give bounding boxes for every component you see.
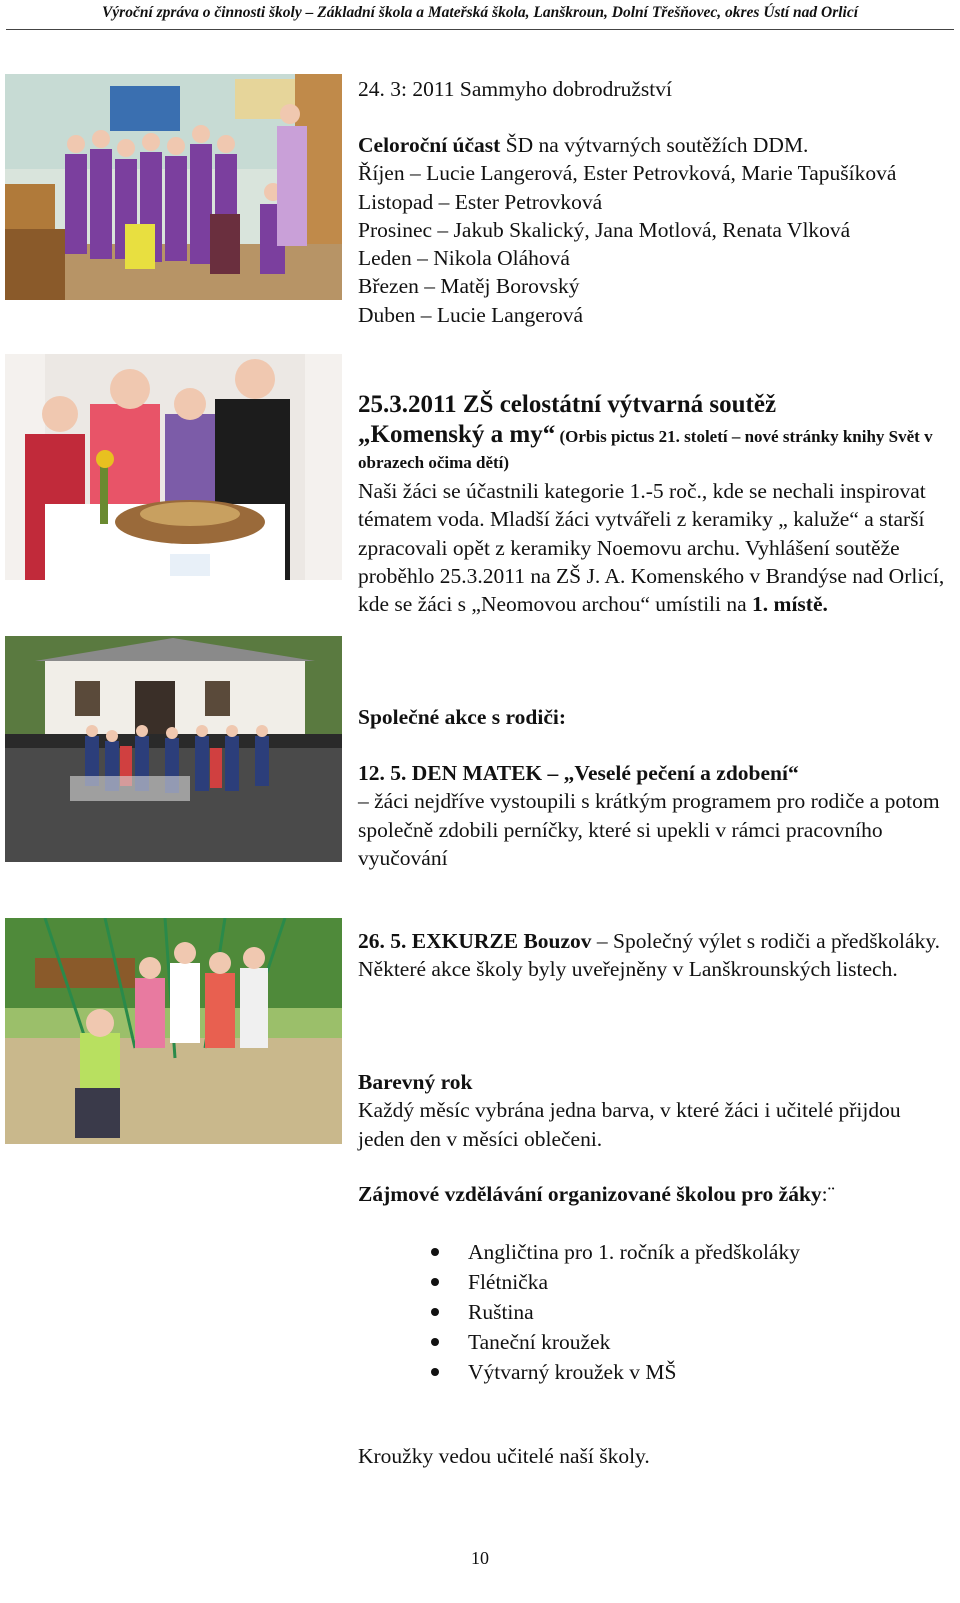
ddm-line: Prosinec – Jakub Skalický, Jana Motlová, Renata Vlková — [358, 217, 851, 242]
sammy-text: 24. 3: 2011 Sammyho dobrodružství — [358, 77, 672, 101]
bullet-icon — [431, 1248, 439, 1256]
komensky-section — [358, 390, 948, 618]
clubs-list-wrap — [358, 1237, 948, 1387]
ddm-section — [358, 131, 948, 329]
list-item-label: Angličtina pro 1. ročník a předškoláky — [468, 1240, 800, 1264]
excursion-section — [358, 927, 948, 984]
header-divider — [6, 29, 954, 30]
bullet-icon — [431, 1368, 439, 1376]
komensky-orbis-note: (Orbis pictus 21. století – nové stránky knihy Svět v obrazech očima dětí) — [358, 427, 933, 472]
interests-heading — [358, 1180, 948, 1208]
bullet-icon — [431, 1338, 439, 1346]
document-header: Výroční zpráva o činnosti školy – Základní škola a Mateřská škola, Lanškroun, Dolní Třešňovec, okres Ústí nad Orlicí — [101, 4, 859, 21]
list-item-label: Taneční kroužek — [468, 1330, 611, 1354]
list-item-label: Výtvarný kroužek v MŠ — [468, 1360, 677, 1384]
ceramic-ark-photo — [5, 354, 342, 580]
interests-heading-text: Zájmové vzdělávání organizované školou pro žáky — [358, 1182, 822, 1206]
komensky-title: 25.3.2011 ZŠ celostátní výtvarná soutěž — [358, 391, 777, 418]
ddm-line: Duben – Lucie Langerová — [358, 302, 584, 327]
parents-heading-text: Společné akce s rodiči: — [358, 705, 567, 729]
interests-heading-suffix: :¨ — [821, 1182, 835, 1206]
list-item — [358, 1357, 948, 1387]
komensky-subtitle: „Komenský a my“ — [358, 421, 556, 448]
ddm-intro-rest: ŠD na výtvarných soutěžích DDM. — [500, 133, 809, 157]
page-number: 10 — [471, 1548, 489, 1568]
ddm-line: Listopad – Ester Petrovková — [358, 189, 603, 214]
ddm-line: Březen – Matěj Borovský — [358, 274, 580, 299]
pavilion-group-photo — [5, 636, 342, 862]
excursion-body: Některé akce školy byly uveřejněny v Lanškrounských listech. — [358, 957, 898, 982]
colour-year-section — [358, 1068, 948, 1153]
mothers-day-body: – žáci nejdříve vystoupili s krátkým programem pro rodiče a potom společně zdobili perníčky, které si upekli v rámci pracovního vyučování — [358, 789, 940, 870]
colour-year-body: Každý měsíc vybrána jedna barva, v které žáci i učitelé přijdou jeden den v měsíci oblečeni. — [358, 1098, 901, 1151]
clubs-footer-text: Kroužky vedou učitelé naší školy. — [358, 1444, 650, 1468]
bullet-icon — [431, 1308, 439, 1316]
list-item — [358, 1327, 948, 1357]
komensky-body: Naši žáci se účastnili kategorie 1.-5 roč., kde se nechali inspirovat tématem voda. Mladší žáci vytvářeli z keramiky „ kalužе“ a starší zpracovali opět z keramiky Noemovu archu. Vyhlášení soutěže proběhlo 25.3.2011 na ZŠ J. A. Komenského v Brandýse nad Orlicí, kde se žáci s „Neomovou archou“ umístili na — [358, 479, 945, 617]
sammy-line — [358, 75, 948, 103]
bullet-icon — [431, 1278, 439, 1286]
rope-swing-photo — [5, 918, 342, 1144]
list-item — [358, 1267, 948, 1297]
ddm-line: Leden – Nikola Oláhová — [358, 246, 570, 271]
komensky-placement: 1. místě. — [752, 592, 828, 617]
excursion-title: 26. 5. EXKURZE Bouzov — [358, 929, 592, 953]
list-item-label: Ruština — [468, 1300, 534, 1324]
mothers-day-section — [358, 759, 948, 872]
list-item — [358, 1297, 948, 1327]
colour-year-heading: Barevný rok — [358, 1070, 473, 1094]
parents-heading — [358, 703, 948, 731]
list-item-label: Flétnička — [468, 1270, 549, 1294]
classroom-group-photo — [5, 74, 342, 300]
clubs-footer — [358, 1442, 948, 1470]
clubs-list — [358, 1237, 948, 1387]
mothers-day-title: 12. 5. DEN MATEK – „Veselé pečení a zdobení“ — [358, 761, 799, 785]
ddm-intro-bold: Celoroční účast — [358, 133, 501, 157]
excursion-title-rest: – Společný výlet s rodiči a předškoláky. — [591, 929, 941, 953]
ddm-line: Říjen – Lucie Langerová, Ester Petrovková, Marie Tapušíková — [358, 161, 897, 186]
list-item — [358, 1237, 948, 1267]
